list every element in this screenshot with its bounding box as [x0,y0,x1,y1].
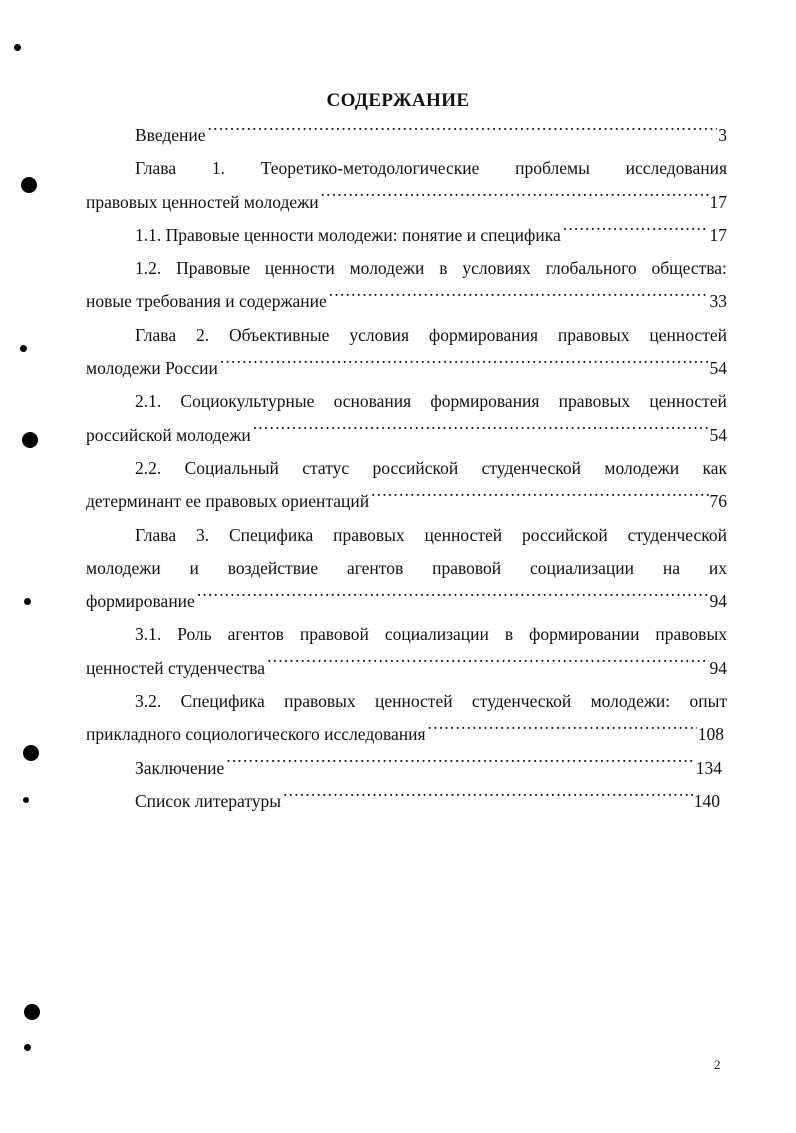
binder-hole [24,598,31,605]
toc-entry-line [86,718,727,751]
toc-word: ценностей [649,324,727,345]
toc-entry-line [86,585,727,618]
toc-word: агентов [346,557,404,578]
toc-entry-line [86,752,727,785]
toc-entry-title: ценностей студенчества [86,657,266,678]
toc-word: студенческой [471,691,572,712]
toc-word: 1.2. [135,258,162,279]
dot-leader [327,288,709,307]
toc-entry-page: 54 [709,358,727,379]
toc-entry [86,618,727,685]
toc-word: ценностей [424,524,503,545]
toc-entry [86,252,727,319]
toc-word: 2. [196,324,210,345]
toc-word: исследования [625,158,727,179]
toc-word: Специфика [228,524,314,545]
binder-hole [22,432,38,448]
toc-entry-page: 33 [709,291,727,312]
toc-word: Объективные [229,324,330,345]
toc-word: ценности [264,258,335,279]
toc-entry-line [86,419,727,452]
toc-entry-line [86,385,727,418]
toc-word: Социальный [184,457,279,478]
toc-word: Глава [135,324,177,345]
toc-entry-line [86,485,727,518]
toc-entry-title: новые требования и содержание [86,291,327,312]
toc-word: основания [333,391,412,412]
toc-entry-title: Заключение [135,757,225,778]
toc-entry-page: 108 [697,724,724,745]
page-number: 2 [714,1057,721,1072]
toc-entry-line [86,219,727,252]
toc-word: Роль [177,624,212,645]
toc-word: Глава [135,524,177,545]
toc-word: Правовые [176,258,250,279]
toc-entry [86,385,727,452]
toc-entry [86,785,727,818]
binder-hole [20,345,27,352]
toc-entry [86,685,727,752]
binder-hole [14,44,21,51]
toc-word: формировании [529,624,640,645]
toc-word: 3. [195,524,210,545]
toc-word: молодежи [349,258,425,279]
toc-entry-line [86,186,727,219]
binder-hole [23,797,29,803]
binder-hole [23,745,39,761]
toc-entry-title: Список литературы [135,790,282,811]
page-title: СОДЕРЖАНИЕ [326,90,470,111]
toc-word: Теоретико-методологические [260,158,480,179]
toc-entry-title: Введение [135,125,206,145]
toc-entry-title: 1.1. Правовые ценности молодежи: понятие и специфика [135,224,561,245]
toc-word: правовых [284,691,356,712]
binder-hole [24,1044,31,1051]
toc-word: студенческой [627,524,727,545]
toc-entry-title: детерминант ее правовых ориентаций [86,491,370,512]
dot-leader [281,788,693,807]
toc-word: правовых [558,391,631,412]
dot-leader [224,754,695,773]
toc-entry-line [86,452,727,485]
toc-entry-line [86,685,727,718]
dot-leader [561,222,709,241]
toc-entry-title: прикладного социологического исследования [86,724,426,745]
toc-word: молодежи: [590,691,671,712]
toc-word: формирования [430,391,540,412]
toc-entry-title: молодежи России [86,358,218,379]
toc-entry-line [86,618,727,651]
toc-word: условиях [462,258,531,279]
toc-entry-page: 94 [709,657,727,678]
dot-leader [218,355,709,374]
toc-entry-page: 17 [709,224,727,245]
toc-word: опыт [689,691,727,712]
dot-leader [369,488,708,507]
toc-entry-line [86,319,727,352]
toc-word: российской [372,457,459,478]
dot-leader [426,721,697,740]
toc-entry-page: 3 [718,125,727,145]
toc-word: правовой [299,624,369,645]
toc-word: ценностей [649,391,727,412]
dot-leader [206,122,718,141]
toc-entry-line [86,152,727,185]
toc-word: Социокультурные [180,391,315,412]
toc-word: 3.1. [135,624,162,645]
toc-word: на [662,557,680,578]
toc-word: правовых [655,624,727,645]
toc-entry [86,152,727,219]
toc-word: правовых [557,324,630,345]
toc-word: социализации [384,624,489,645]
toc-entry [86,452,727,519]
table-of-contents [86,119,727,818]
toc-entry [86,752,727,785]
toc-entry-line [86,519,727,552]
toc-word: воздействие [227,557,319,578]
toc-word: как [702,457,727,478]
toc-entry-page: 54 [709,424,727,445]
toc-entry-line [86,552,727,585]
toc-entry [86,519,727,619]
toc-entry-line [86,352,727,385]
toc-word: формирования [428,324,539,345]
toc-entry-line [86,785,727,818]
toc-word: в [439,258,448,279]
toc-word: студенческой [481,457,581,478]
toc-entry [86,219,727,252]
toc-word: 1. [211,158,225,179]
toc-entry-page: 94 [709,591,727,612]
toc-entry-title: правовых ценностей молодежи [86,191,319,212]
dot-leader [265,655,708,674]
toc-entry-line [86,252,727,285]
toc-entry-title: формирование [86,591,195,612]
binder-hole [24,1004,40,1020]
toc-word: Специфика [180,691,265,712]
toc-word: глобального [545,258,637,279]
toc-word: условия [349,324,410,345]
toc-word: 2.1. [135,391,162,412]
toc-entry-line [86,652,727,685]
toc-entry-line [86,119,727,152]
toc-word: их [708,557,727,578]
dot-leader [251,421,709,440]
toc-word: правовой [432,557,502,578]
binder-hole [21,177,37,193]
toc-word: молодежи [86,557,161,578]
toc-word: 2.2. [135,457,162,478]
toc-word: социализации [529,557,635,578]
toc-entry-page: 140 [693,790,720,811]
toc-word: общества: [651,258,727,279]
toc-word: агентов [227,624,284,645]
toc-entry [86,319,727,386]
toc-entry [86,119,727,152]
toc-word: ценностей [374,691,453,712]
toc-word: Глава [135,158,177,179]
toc-word: и [189,557,199,578]
toc-entry-page: 134 [695,757,722,778]
toc-entry-title: российской молодежи [86,424,251,445]
toc-word: статус [302,457,350,478]
toc-word: проблемы [515,158,590,179]
dot-leader [319,188,709,207]
toc-word: молодежи [604,457,680,478]
toc-word: правовых [333,524,405,545]
toc-word: российской [522,524,608,545]
toc-entry-page: 17 [709,191,727,212]
toc-entry-page: 76 [709,491,727,512]
toc-entry-line [86,285,727,318]
toc-word: 3.2. [135,691,162,712]
dot-leader [195,588,709,607]
toc-word: в [504,624,514,645]
